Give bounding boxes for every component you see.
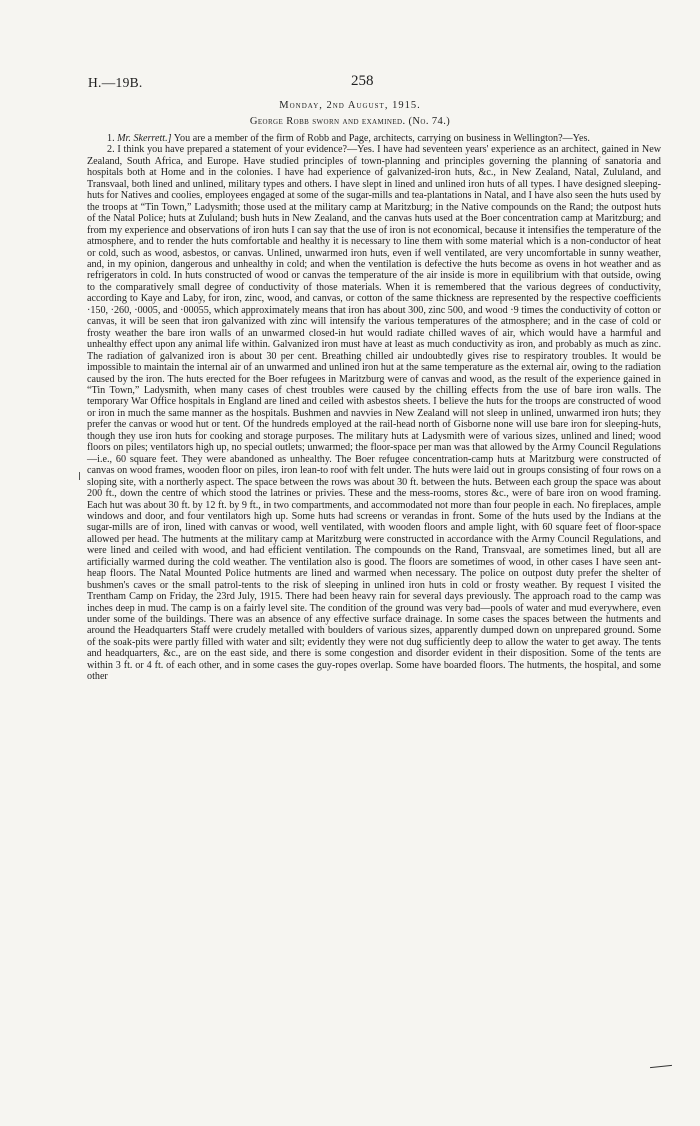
margin-mark — [79, 472, 84, 480]
page-number: 258 — [351, 73, 374, 89]
question-paragraph — [87, 144, 661, 682]
paragraph-text: You are a member of the firm of Robb and Page, architects, carrying on business in Wellington?—Yes. — [173, 133, 590, 144]
speaker-name: Mr. Skerrett.] — [117, 133, 172, 144]
paragraph-text: I think you have prepared a statement of your evidence?—Yes. I have had seventeen years' experience as an architect, gained in New Zealand, South Africa, and Europe. Have studied principles of town-planning and principles governing the planning of sanatoria and hospitals both at Home and in the colonies. I have had experience of galvanized-iron huts, &c., in New Zealand, Natal, Zululand, and Transvaal, both lined and unlined, military types and others. I have slept in lined and unlined iron huts of all types. I have designed sleeping-huts for Natives and coolies, employees engaged at some of the sugar-mills and tea-plantations in Natal, and I have also seen the huts used by the troops at “Tin Town,” Ladysmith; those used at the military camp at Maritzburg; in the Native compounds on the Rand; the outpost huts of the Natal Police; huts at Zululand; bush huts in New Zealand, and the canvas huts used at the Boer concentration camp at Maritzburg; and from my experience and observations of iron huts I can say that the use of iron is not economical, because it intensifies the temperature of the atmosphere, and to render the huts comfortable and healthy it is necessary to line them with some material which is a non-conductor of heat or cold, such as wood, asbestos, or canvas. Unlined, unwarmed iron huts, even if well ventilated, are very uncomfortable in sunny weather, and, in my opinion, dangerous and unhealthy in cold; and when the ventilation is defective the huts become as ovens in hot weather and as refrigerators in cold. In huts constructed of wood or canvas the temperature of the air inside is more in equilibrium with that outside, owing to the comparatively small degree of conductivity of those materials. When it is remembered that the various degrees of conductivity, according to Kaye and Laby, for iron, zinc, wood, and canvas, or cotton of the same thickness are represented by the respective coefficients ·150, ·260, ·0005, and ·00055, which approximately means that iron has about 300, zinc 500, and wood ·9 times the conductivity of cotton or canvas, it will be seen that iron galvanized with zinc will intensify the various temperatures of the atmosphere; and in the case of cold or frosty weather the bare iron walls of an unwarmed closed-in hut would radiate chilled waves of air, which would have a harmful and unhealthy effect upon any animal life within. Galvanized iron must have at least as much conductivity as iron, and probably as much as zinc. The radiation of galvanized iron is about 30 per cent. Breathing chilled air undoubtedly gives rise to respiratory troubles. It would be impossible to maintain the internal air of an unwarmed and unlined iron hut at the same temperature as the external air, owing to the radiation caused by the iron. The huts erected for the Boer refugees in Maritzburg were of canvas and wood, as the result of the experience gained in “Tin Town,” Ladysmith, when many cases of chest troubles were caused by the chilling effects from the use of bare iron walls. The temporary War Office hospitals in England are lined and ceiled with asbestos sheets. I believe the huts for the troops are constructed of wood or iron in much the same manner as the hospitals. Bushmen and navvies in New Zealand will not sleep in unlined, unwarmed iron huts; they prefer the canvas or wood hut or tent. Of the hundreds employed at the rail-head north of Gisborne none will use bare iron for sleeping-huts, though they use iron huts for cooking and storage purposes. The military huts at Ladysmith were of various sizes, unlined and lined; wood floors on piles; ventilators high up, no special outlets; unwarmed; the floor-space per man was that allowed by the Army Council Regulations—i.e., 60 square feet. They were abandoned as unhealthy. The Boer refugee concentration-camp huts at Maritzburg were constructed of canvas on wood frames, wooden floor on piles, iron lean-to roof with felt under. The huts were laid out in groups consisting of four rows on a sloping site, with a northerly aspect. The space between the rows was about 30 ft. between the huts. Between each group the space was about 200 ft., down the centre of which stood the latrines or privies. These and the mess-rooms, stores &c., were of bare iron on wood framing. Each hut was about 30 ft. by 12 ft. by 9 ft., in two compartments, and accommodated not more than four people in each. No fireplaces, ample windows and door, and four ventilators high up. Some huts had screens or verandas in front. Some of the huts used by the Indians at the sugar-mills are of iron, lined with canvas or wood, well ventilated, with wooden floors and ample light, with 60 square feet of floor-space allowed per head. The hutments at the military camp at Maritzburg were constructed in accordance with the Army Council Regulations, and were lined and ceiled with wood, and had efficient ventilation. The compounds on the Rand, Transvaal, are sometimes lined, but all are artificially warmed during the cold weather. The ventilation also is good. The floors are sometimes of wood, in other cases I have seen ant-heap floors. The Natal Mounted Police hutments are lined and warmed when necessary. The police on outpost duty prefer the shelter of bushmen's caves or the small patrol-tents to the risk of sleeping in unlined iron huts in cold or frosty weather. By request I visited the Trentham Camp on Friday, the 23rd July, 1915. There had been heavy rain for several days previously. The approach road to the camp was inches deep in mud. The camp is on a fairly level site. The condition of the ground was very bad—pools of water and mud everywhere, even under some of the buildings. There was an absence of any effective surface drainage. In some cases the spaces between the hutments and around the Headquarters Staff were crudely metalled with boulders of various sizes, apparently dumped down on unprepared ground. Some of the soak-pits were partly filled with water and silt; evidently they were not dug sufficiently deep to allow the water to get away. The tents and headquarters, &c., are on the east side, and there is some congestion and disorder evident in their disposition. Some of the tents are within 3 ft. or 4 ft. of each other, and in some cases the guy-ropes overlap. Some have boarded floors. The hutments, the hospital, and some other — [87, 144, 662, 683]
witness-heading: George Robb sworn and examined. (No. 74.) — [249, 116, 451, 127]
document-reference: H.—19B. — [88, 75, 143, 90]
evidence-body — [87, 133, 661, 683]
margin-dash — [650, 1065, 672, 1068]
question-number: 1. — [107, 133, 115, 144]
page-header — [88, 75, 625, 95]
session-date: Monday, 2nd August, 1915. — [279, 100, 421, 111]
question-paragraph — [87, 133, 661, 144]
question-number: 2. — [107, 144, 115, 156]
